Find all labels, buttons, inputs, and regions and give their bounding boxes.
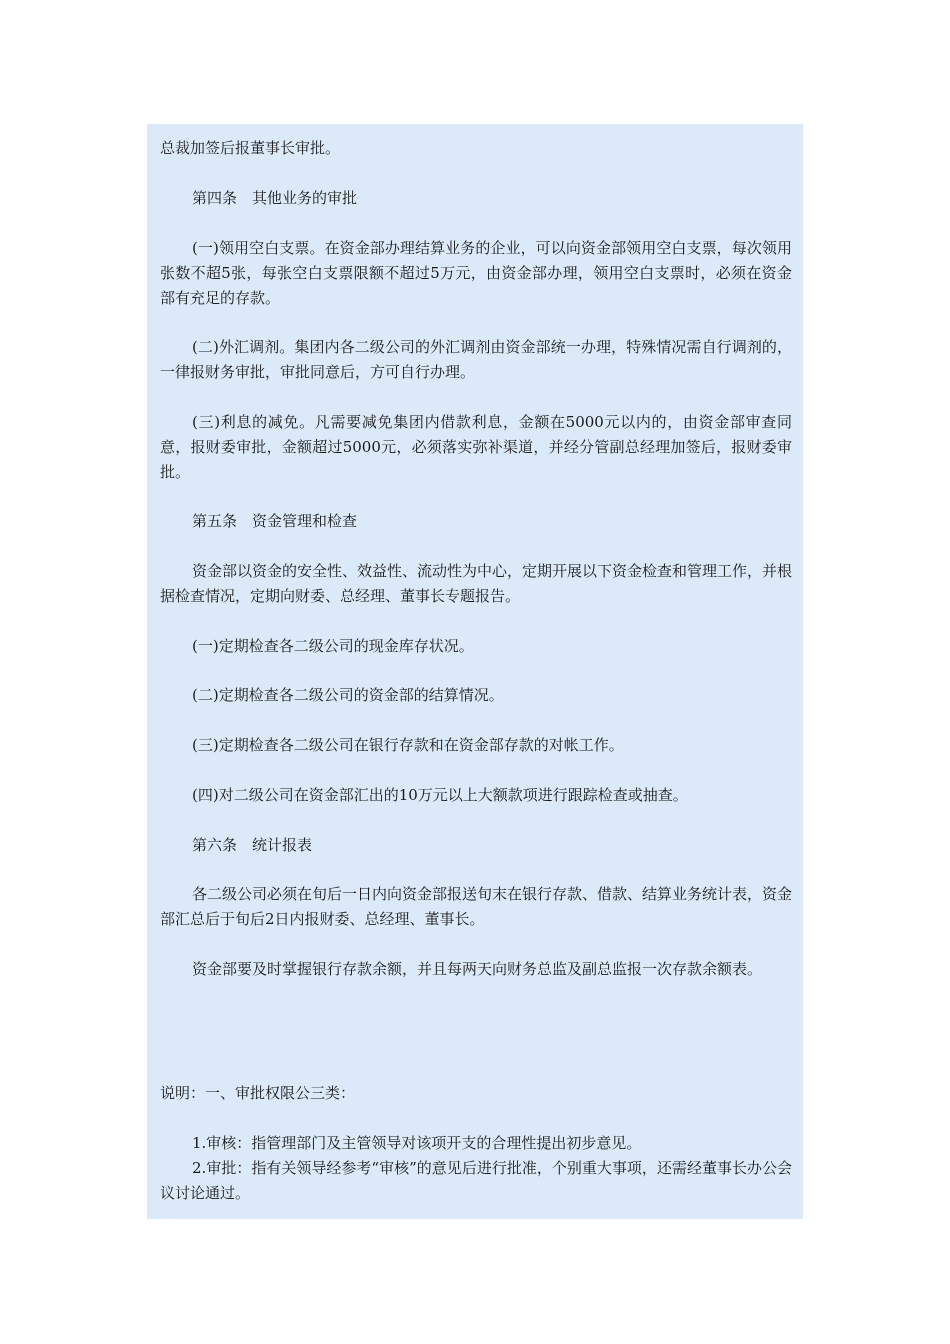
document-content-block <box>147 124 803 1219</box>
article-5-intro: 资金部以资金的安全性、效益性、流动性为中心，定期开展以下资金检查和管理工作，并根据检查情况，定期向财委、总经理、董事长专题报告。 <box>160 562 793 605</box>
article-4-item-1: (一)领用空白支票。在资金部办理结算业务的企业，可以向资金部领用空白支票，每次领用张数不超5张，每张空白支票限额不超过5万元，由资金部办理，领用空白支票时，必须在资金部有充足的存款。 <box>160 239 792 307</box>
article-5-item-3: (三)定期检查各二级公司在银行存款和在资金部存款的对帐工作。 <box>192 736 624 754</box>
article-4-item-3: (三)利息的减免。凡需要减免集团内借款利息，金额在5000元以内的，由资金部审查同意，报财委审批，金额超过5000元，必须落实弥补渠道，并经分管副总经理加签后，报财委审批。 <box>160 413 792 481</box>
article-5-item-4: (四)对二级公司在资金部汇出的10万元以上大额款项进行跟踪检查或抽查。 <box>192 786 688 804</box>
notes-item-1: 1.审核：指管理部门及主管领导对该项开支的合理性提出初步意见。 <box>192 1134 642 1152</box>
article-5-heading: 第五条 资金管理和检查 <box>192 512 358 530</box>
notes-item-2: 2.审批：指有关领导经参考“审核”的意见后进行批准，个别重大事项，还需经董事长办公会议讨论通过。 <box>160 1159 792 1202</box>
notes-heading: 说明：一、审批权限公三类： <box>160 1084 356 1102</box>
article-6-paragraph-2: 资金部要及时掌握银行存款余额，并且每两天向财务总监及副总监报一次存款余额表。 <box>192 960 763 978</box>
article-5-item-2: (二)定期检查各二级公司的资金部的结算情况。 <box>192 686 504 704</box>
article-6-heading: 第六条 统计报表 <box>192 836 313 854</box>
article-4-item-2: (二)外汇调剂。集团内各二级公司的外汇调剂由资金部统一办理，特殊情况需自行调剂的，一律报财务审批，审批同意后，方可自行办理。 <box>160 338 792 381</box>
article-5-item-1: (一)定期检查各二级公司的现金库存状况。 <box>192 637 474 655</box>
paragraph-continuation: 总裁加签后报董事长审批。 <box>160 139 341 157</box>
article-6-paragraph-1: 各二级公司必须在旬后一日内向资金部报送旬末在银行存款、借款、结算业务统计表，资金部汇总后于旬后2日内报财委、总经理、董事长。 <box>160 885 793 928</box>
article-4-heading: 第四条 其他业务的审批 <box>192 189 358 207</box>
